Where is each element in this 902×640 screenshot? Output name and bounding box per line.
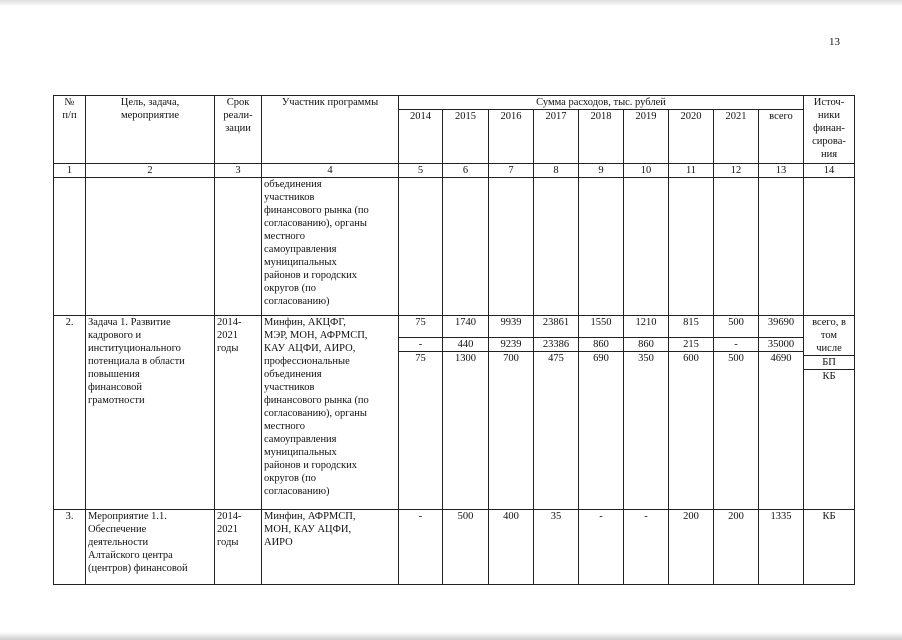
value-total: 9939 [489, 316, 533, 338]
value-bp: 440 [443, 338, 488, 352]
value-stack-2018 [579, 316, 624, 510]
col-number: 5 [399, 164, 443, 178]
col-number: 7 [489, 164, 534, 178]
col-number: 2 [86, 164, 215, 178]
table-row-task-1 [54, 316, 855, 510]
cell-empty [54, 178, 86, 316]
col-number: 12 [714, 164, 759, 178]
cell-empty [669, 178, 714, 316]
value-total: 500 [714, 316, 758, 338]
value-total: 815 [669, 316, 713, 338]
header-year: 2019 [624, 110, 669, 164]
value-2014: - [399, 510, 443, 585]
header-source: Источ- ники финан- сирова- ния [804, 96, 855, 164]
value-2020: 200 [669, 510, 714, 585]
value-kb: 350 [638, 353, 654, 364]
column-numbers-row [54, 164, 855, 178]
value-bp: 215 [669, 338, 713, 352]
term-cell: 2014- 2021 годы [215, 510, 262, 585]
goal-cell: Мероприятие 1.1. Обеспечение деятельности Алтайского центра (центров) финансовой [86, 510, 215, 585]
source-total: всего, в том числе [804, 316, 854, 356]
row-number: 3. [54, 510, 86, 585]
value-stack-2020 [669, 316, 714, 510]
term-cell: 2014- 2021 годы [215, 316, 262, 510]
cell-empty [215, 178, 262, 316]
value-stack-2021 [714, 316, 759, 510]
header-year: 2014 [399, 110, 443, 164]
col-number: 6 [443, 164, 489, 178]
value-kb: 500 [728, 353, 744, 364]
header-year: 2017 [534, 110, 579, 164]
header-year: 2015 [443, 110, 489, 164]
header-year-total: всего [759, 110, 804, 164]
col-number: 4 [262, 164, 399, 178]
col-number: 9 [579, 164, 624, 178]
value-total: 1335 [759, 510, 804, 585]
goal-cell: Задача 1. Развитие кадрового и институционального потенциала в области повышения финансовой грамотности [86, 316, 215, 510]
cell-empty [489, 178, 534, 316]
header-year: 2016 [489, 110, 534, 164]
page-number: 13 [829, 36, 840, 48]
cell-empty [534, 178, 579, 316]
header-term: Срок реали- зации [215, 96, 262, 164]
table-row-continuation [54, 178, 855, 316]
value-kb: 1300 [455, 353, 476, 364]
row-number: 2. [54, 316, 86, 510]
value-2016: 400 [489, 510, 534, 585]
value-total: 1740 [443, 316, 488, 338]
col-number: 14 [804, 164, 855, 178]
cell-empty [86, 178, 215, 316]
header-sum: Сумма расходов, тыс. рублей [399, 96, 804, 110]
header-goal: Цель, задача, мероприятие [86, 96, 215, 164]
value-2021: 200 [714, 510, 759, 585]
col-number: 13 [759, 164, 804, 178]
value-total: 1550 [579, 316, 623, 338]
cell-empty [714, 178, 759, 316]
value-kb: 475 [548, 353, 564, 364]
value-total: 39690 [759, 316, 803, 338]
value-total: 23861 [534, 316, 578, 338]
cell-empty [399, 178, 443, 316]
value-bp: 35000 [759, 338, 803, 352]
participant-cell: Минфин, АФРМСП, МОН, КАУ АЦФИ, АИРО [262, 510, 399, 585]
col-number: 8 [534, 164, 579, 178]
scan-edge-top [0, 0, 902, 6]
value-total: 1210 [624, 316, 668, 338]
header-year: 2020 [669, 110, 714, 164]
value-stack-2017 [534, 316, 579, 510]
header-num: № п/п [54, 96, 86, 164]
value-stack-2019 [624, 316, 669, 510]
header-year: 2021 [714, 110, 759, 164]
value-bp: 860 [624, 338, 668, 352]
source-cell: КБ [804, 510, 855, 585]
value-bp: 23386 [534, 338, 578, 352]
header-participant: Участник программы [262, 96, 399, 164]
table-row-event-1-1 [54, 510, 855, 585]
value-total: 75 [399, 316, 442, 338]
col-number: 1 [54, 164, 86, 178]
header-row-1 [54, 96, 855, 110]
value-kb: 690 [593, 353, 609, 364]
value-2015: 500 [443, 510, 489, 585]
col-number: 10 [624, 164, 669, 178]
participant-cell: объединения участников финансового рынка (по согласованию), органы местного самоуправления муниципальных районов и городских округов (по согласованию) [262, 178, 399, 316]
value-bp: - [714, 338, 758, 352]
source-stack [804, 316, 855, 510]
source-kb: КБ [822, 371, 836, 382]
cell-empty [759, 178, 804, 316]
value-bp: - [399, 338, 442, 352]
cell-empty [443, 178, 489, 316]
value-stack-2014 [399, 316, 443, 510]
value-2017: 35 [534, 510, 579, 585]
value-2018: - [579, 510, 624, 585]
cell-empty [579, 178, 624, 316]
col-number: 3 [215, 164, 262, 178]
col-number: 11 [669, 164, 714, 178]
value-bp: 9239 [489, 338, 533, 352]
value-bp: 860 [579, 338, 623, 352]
cell-empty [804, 178, 855, 316]
source-bp: БП [804, 356, 854, 370]
value-kb: 600 [683, 353, 699, 364]
header-year: 2018 [579, 110, 624, 164]
value-stack-total [759, 316, 804, 510]
value-kb: 700 [503, 353, 519, 364]
scan-edge-bottom [0, 632, 902, 640]
value-stack-2016 [489, 316, 534, 510]
value-2019: - [624, 510, 669, 585]
cell-empty [624, 178, 669, 316]
value-stack-2015 [443, 316, 489, 510]
financing-table [53, 95, 855, 585]
value-kb: 4690 [770, 353, 792, 364]
participant-cell: Минфин, АКЦФГ, МЭР, МОН, АФРМСП, КАУ АЦФИ, АИРО, профессиональные объединения участников финансового рынка (по согласованию), органы местного самоуправления муниципальных районов и городских округов (по согласованию) [262, 316, 399, 510]
value-kb: 75 [415, 353, 426, 364]
